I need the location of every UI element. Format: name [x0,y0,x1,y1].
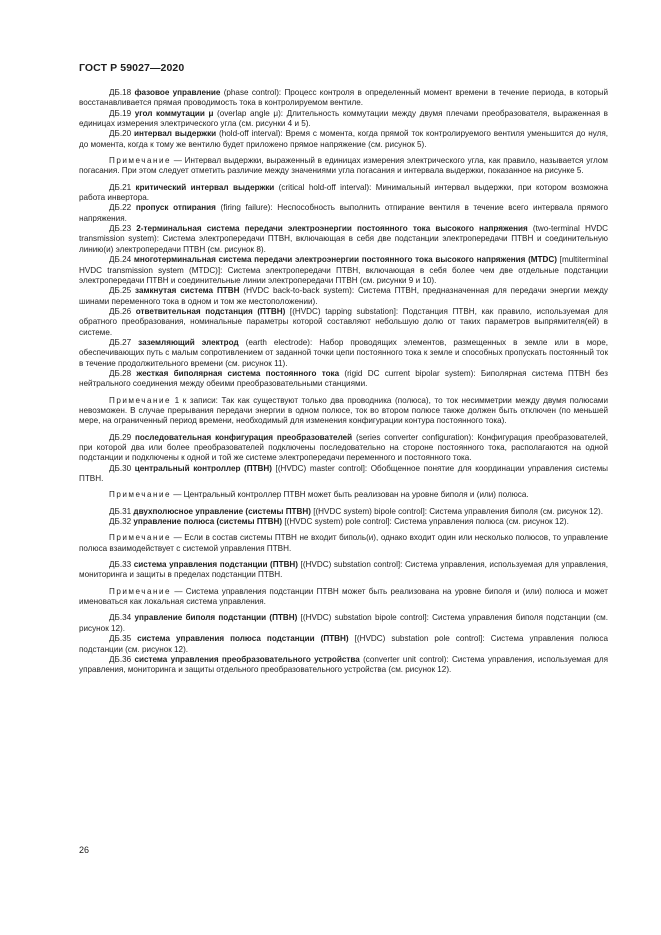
term: ответвительная подстанция (ПТВН) [135,306,286,316]
definition-db18 [79,88,608,109]
definition-db31 [79,507,608,517]
clause-number: ДБ.35 [109,634,132,644]
term: критический интервал выдержки [135,182,275,192]
clause-number: ДБ.34 [109,613,132,623]
definition-text: (series converter configuration): Конфигурация преобразователей, при которой два или более преобразователей подключены последовательно на стороне постоянного тока, располагаются на одной подстанции и подключены к одной и той же системе электропередачи переменного и постоянного тока. [79,432,608,463]
clause-number: ДБ.29 [109,432,132,442]
definition-db36 [79,655,608,676]
clause-number: ДБ.19 [109,108,132,118]
definition-text: [(HVDC) substation control]: Система управления, используемая для управления, мониторинга и защиты в пределах подстанции ПТВН. [79,560,608,580]
note-text: — Интервал выдержки, выраженный в единицах измерения электрического угла, как правило, называется углом погасания. При этом следует отметить различие между значениями угла погасания и интервала выдержки, показанное на рисунке 5. [79,156,608,176]
clause-number: ДБ.36 [109,654,132,664]
clause-number: ДБ.26 [109,306,132,316]
note-db33 [79,587,608,608]
note-label: Примечание [109,395,172,405]
clause-number: ДБ.22 [109,203,132,213]
note-label: Примечание [109,586,172,596]
definition-text: [multiterminal HVDC transmission system (MTDC)]: Система электропередачи ПТВН, включающая в себя более чем две отдельные подстанции электропередачи ПТВН и соединительные линии электропередачи ПТВН (см. рисунки 9 и 10). [79,255,608,285]
note-label: Примечание [109,533,172,543]
clause-number: ДБ.20 [109,129,132,139]
term: управление биполя подстанции (ПТВН) [134,613,298,623]
note-db28 [79,396,608,427]
term: центральный контроллер (ПТВН) [134,463,272,473]
definition-db32 [79,517,608,527]
note-text: — Система управления подстанции ПТВН может быть реализована на уровне биполя и (или) полюса и может именоваться как локальная система управления. [79,586,608,607]
note-text: 1 к записи: Так как существуют только два проводника (полюса), то ток несимметрии между двумя полюсами невозможен. В случае прерывания передачи энергии в одном полюсе, ток во втором полюсе также должен быть отключен (по меньшей мере, на ограниченный период времени, необходимый для изменения конфигурации контура постоянного тока). [79,395,608,426]
definition-db27 [79,338,608,369]
definition-db34 [79,613,608,634]
definition-db33 [79,560,608,581]
definition-text: (rigid DC current bipolar system): Биполярная система ПТВН без нейтрального соединения между обеими преобразовательными станциями. [79,368,608,389]
definition-text: (firing failure): Неспособность выполнить отпирание вентиля в течение всего интервала прямого напряжения. [79,203,609,223]
definition-db23 [79,224,608,255]
page-number: 26 [79,845,90,855]
definition-text: [(HVDC) substation bipole control]: Система управления биполя подстанции (см. рисунок 12). [79,613,608,633]
clause-number: ДБ.28 [109,368,132,378]
note-db32 [79,533,608,554]
clause-number: ДБ.27 [109,337,132,347]
term: система управления подстанции (ПТВН) [133,560,299,570]
document-body [79,88,608,676]
definition-text: (earth electrode): Набор проводящих элементов, размещенных в земле или в море, обеспечивающих путь с малым сопротивлением от заданной точки цепи постоянного тока к земле и способных пропускать постоянный ток в течение продолжительного времени (см. рисунок 11). [79,337,608,368]
term: система управления преобразовательного устройства [134,654,360,664]
term: интервал выдержки [134,129,217,139]
definition-text: (phase control): Процесс контроля в определенный момент времени в течение периода, в который восстанавливается прямая проводимость тока в контролируемом вентиле. [79,88,608,108]
definition-db26 [79,307,608,338]
definition-text: [(HVDC) master control]: Обобщенное понятие для координации управления системы ПТВН. [79,463,608,484]
note-text: — Центральный контроллер ПТВН может быть реализован на уровне биполя и (или) полюса. [171,490,529,500]
note-label: Примечание [109,490,172,500]
note-label: Примечание [109,156,172,166]
term: замкнутая система ПТВН [135,286,240,296]
term: многотерминальная система передачи электроэнергии постоянного тока высокого напряжения (MTDC) [133,255,557,265]
definition-text: (HVDC back-to-back system): Система ПТВН, предназначенная для передачи энергии между шинами переменного тока в одном и том же местоположении). [79,286,608,306]
clause-number: ДБ.25 [109,286,132,296]
term: жесткая биполярная система постоянного тока [136,368,340,378]
note-db30 [79,490,608,500]
definition-db24 [79,255,608,286]
clause-number: ДБ.33 [109,560,132,570]
term: 2-терминальная система передачи электроэнергии постоянного тока высокого напряжения [136,224,528,234]
standard-header: ГОСТ Р 59027—2020 [79,62,185,74]
definition-text: (overlap angle μ): Длительность коммутации между двумя плечами преобразователя, выраженная в единицах измерения электрического угла (см. рисунки 4 и 5). [79,108,608,129]
definition-db22 [79,203,608,224]
term: заземляющий электрод [138,337,239,347]
clause-number: ДБ.21 [109,182,132,192]
definition-db20 [79,129,608,150]
definition-text: [(HVDC system) pole control]: Система управления полюса (см. рисунок 12). [282,517,569,527]
definition-db29 [79,433,608,464]
definition-text: [(HVDC) substation pole control]: Система управления полюса подстанции (см. рисунок 12). [79,634,608,654]
note-text: — Если в состав системы ПТВН не входит биполь(и), однако входит один или несколько полюсов, то управление полюса взаимодействует с системой управления ПТВН. [79,533,608,553]
definition-db19 [79,109,608,130]
definition-text: (critical hold-off interval): Минимальный интервал выдержки, при котором возможна работа инвертора. [79,182,608,203]
clause-number: ДБ.18 [109,88,132,97]
term: пропуск отпирания [135,203,216,213]
term: система управления полюса подстанции (ПТВН) [137,634,349,644]
clause-number: ДБ.23 [109,224,132,234]
definition-text: [(HVDC) tapping substation]: Подстанция ПТВН, как правило, используемая для обратного преобразования, номинальные параметры которой составляют небольшую долю от таких параметров выпрямителя(ей) в системе. [79,306,608,337]
definition-db28 [79,369,608,390]
term: фазовое управление [134,88,221,97]
definition-db30 [79,464,608,485]
definition-db35 [79,634,608,655]
clause-number: ДБ.30 [109,463,132,473]
clause-number: ДБ.32 [109,517,132,527]
term: двухполюсное управление (системы ПТВН) [133,506,311,516]
clause-number: ДБ.24 [109,255,132,265]
definition-db25 [79,286,608,307]
definition-text: (two-terminal HVDC transmission system): Система электропередачи ПТВН, включающая в себя две подстанции электропередачи ПТВН и соединительную линию(и) электропередачи ПТВН (см. рисунок 8). [79,224,608,254]
clause-number: ДБ.31 [109,506,132,516]
definition-db21 [79,183,608,204]
definition-text: [(HVDC system) bipole control]: Система управления биполя (см. рисунок 12). [310,506,603,516]
note-db20 [79,156,608,177]
term: угол коммутации μ [134,108,214,118]
term: последовательная конфигурация преобразователей [135,432,353,442]
definition-text: (converter unit control): Система управления, используемая для управления, мониторинга и защиты отдельного преобразовательного устройства (см. рисунок 12). [79,654,608,675]
definition-text: (hold-off interval): Время с момента, когда прямой ток контролируемого вентиля уменьшится до нуля, до момента, когда к тому же вентилю будет приложено прямое напряжение (см. рисунок 5). [79,129,609,149]
term: управление полюса (системы ПТВН) [133,517,283,527]
